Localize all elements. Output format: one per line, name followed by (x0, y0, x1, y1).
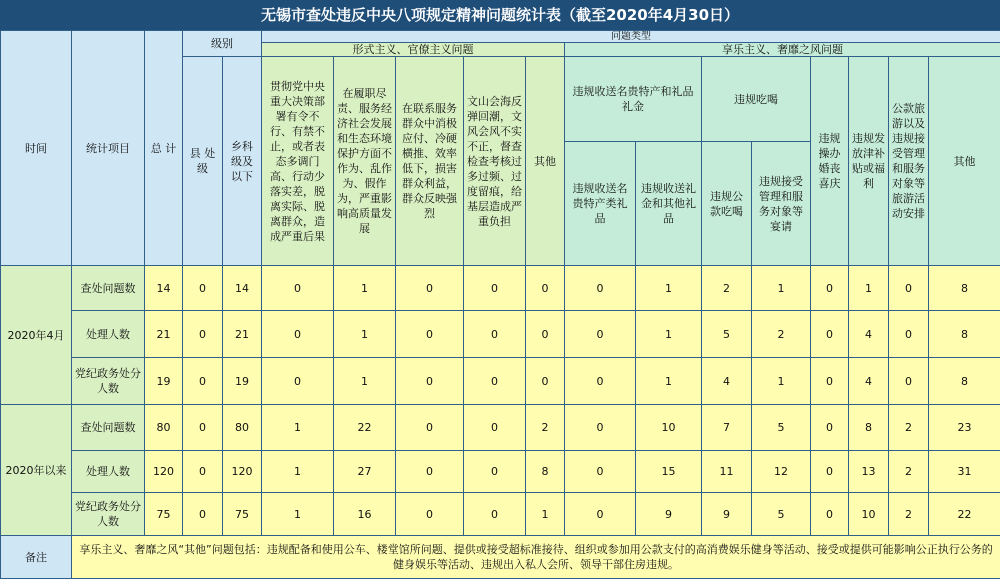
header-group-hedonism: 享乐主义、奢靡之风问题 (565, 43, 1000, 57)
cell-value: 1 (262, 451, 334, 493)
header-county: 县 处 级 (183, 57, 223, 266)
cell-value: 0 (811, 493, 849, 536)
header-dining-group: 违规吃喝 (702, 57, 811, 142)
cell-value: 1 (334, 266, 396, 311)
cell-value: 4 (702, 358, 752, 405)
header-time: 时间 (1, 31, 72, 266)
cell-value: 0 (464, 493, 526, 536)
cell-value: 0 (183, 266, 223, 311)
cell-value: 2 (702, 266, 752, 311)
header-allowance: 违规发放津补贴或福利 (849, 57, 889, 266)
cell-value: 0 (464, 266, 526, 311)
header-formalism-2: 在履职尽责、服务经济社会发展和生态环境保护方面不作为、乱作为、假作为，严重影响高质量发展 (334, 57, 396, 266)
cell-value: 5 (752, 405, 811, 451)
table-row (1, 405, 1000, 451)
header-level: 级别 (183, 31, 262, 57)
cell-value: 1 (636, 311, 702, 358)
cell-value: 2 (889, 493, 929, 536)
row-item: 党纪政务处分人数 (72, 358, 145, 405)
cell-value: 1 (636, 358, 702, 405)
row-item: 处理人数 (72, 311, 145, 358)
cell-value: 0 (565, 266, 636, 311)
cell-value: 0 (464, 405, 526, 451)
header-township: 乡科级及以下 (223, 57, 262, 266)
cell-value: 19 (145, 358, 183, 405)
cell-value: 0 (811, 358, 849, 405)
cell-value: 7 (702, 405, 752, 451)
cell-value: 0 (262, 311, 334, 358)
cell-value: 5 (702, 311, 752, 358)
cell-value: 120 (223, 451, 262, 493)
cell-value: 0 (889, 358, 929, 405)
header-travel: 公款旅游以及违规接受管理和服务对象等旅游活动安排 (889, 57, 929, 266)
cell-value: 0 (183, 405, 223, 451)
cell-value: 0 (565, 358, 636, 405)
cell-value: 2 (752, 311, 811, 358)
cell-value: 0 (464, 451, 526, 493)
cell-value: 0 (889, 311, 929, 358)
cell-value: 1 (262, 405, 334, 451)
cell-value: 0 (396, 493, 464, 536)
note-row (1, 536, 1000, 579)
header-item: 统计项目 (72, 31, 145, 266)
cell-value: 2 (526, 405, 565, 451)
header-total: 总 计 (145, 31, 183, 266)
cell-value: 2 (889, 405, 929, 451)
cell-value: 12 (752, 451, 811, 493)
cell-value: 0 (811, 405, 849, 451)
row-item: 处理人数 (72, 451, 145, 493)
header-formalism-other: 其他 (526, 57, 565, 266)
cell-value: 0 (526, 358, 565, 405)
header-gift-money: 违规收送礼金和其他礼品 (636, 142, 702, 266)
cell-value: 8 (929, 311, 1000, 358)
cell-value: 0 (183, 493, 223, 536)
row-item: 党纪政务处分人数 (72, 493, 145, 536)
cell-value: 80 (223, 405, 262, 451)
cell-value: 0 (396, 405, 464, 451)
cell-value: 1 (849, 266, 889, 311)
cell-value: 27 (334, 451, 396, 493)
cell-value: 31 (929, 451, 1000, 493)
header-problem-type: 问题类型 (262, 31, 1000, 43)
cell-value: 0 (565, 405, 636, 451)
cell-value: 75 (145, 493, 183, 536)
cell-value: 0 (262, 358, 334, 405)
header-dining-public: 违规公款吃喝 (702, 142, 752, 266)
header-weddings: 违规操办婚丧喜庆 (811, 57, 849, 266)
cell-value: 8 (849, 405, 889, 451)
cell-value: 75 (223, 493, 262, 536)
cell-value: 1 (636, 266, 702, 311)
cell-value: 0 (396, 451, 464, 493)
cell-value: 22 (334, 405, 396, 451)
cell-value: 8 (929, 358, 1000, 405)
cell-value: 1 (752, 358, 811, 405)
cell-value: 11 (702, 451, 752, 493)
cell-value: 1 (334, 358, 396, 405)
row-item: 查处问题数 (72, 405, 145, 451)
header-formalism-4: 文山会海反弹回潮，文风会风不实不正，督查检查考核过多过频、过度留痕，给基层造成严重负担 (464, 57, 526, 266)
period-label: 2020年4月 (1, 266, 72, 405)
cell-value: 0 (464, 358, 526, 405)
cell-value: 16 (334, 493, 396, 536)
row-item: 查处问题数 (72, 266, 145, 311)
table-row (1, 493, 1000, 536)
cell-value: 0 (565, 311, 636, 358)
note-label: 备注 (1, 536, 72, 579)
cell-value: 0 (565, 451, 636, 493)
cell-value: 5 (752, 493, 811, 536)
cell-value: 0 (183, 451, 223, 493)
note-text: 享乐主义、奢靡之风“其他”问题包括：违规配备和使用公车、楼堂馆所问题、提供或接受超标准接待、组织或参加用公款支付的高消费娱乐健身等活动、接受或提供可能影响公正执行公务的健身娱乐等活动、违规出入私人会所、领导干部住房违规。 (72, 536, 1000, 579)
cell-value: 1 (752, 266, 811, 311)
cell-value: 22 (929, 493, 1000, 536)
cell-value: 0 (565, 493, 636, 536)
header-formalism-3: 在联系服务群众中消极应付、冷硬横推、效率低下，损害群众利益，群众反映强烈 (396, 57, 464, 266)
statistics-table (0, 30, 1000, 579)
cell-value: 9 (636, 493, 702, 536)
cell-value: 0 (262, 266, 334, 311)
cell-value: 10 (636, 405, 702, 451)
cell-value: 0 (396, 358, 464, 405)
cell-value: 0 (811, 266, 849, 311)
header-dining-banquet: 违规接受管理和服务对象等宴请 (752, 142, 811, 266)
table-row (1, 311, 1000, 358)
cell-value: 0 (396, 311, 464, 358)
cell-value: 1 (526, 493, 565, 536)
cell-value: 0 (889, 266, 929, 311)
cell-value: 9 (702, 493, 752, 536)
cell-value: 4 (849, 358, 889, 405)
cell-value: 0 (183, 311, 223, 358)
cell-value: 0 (526, 266, 565, 311)
cell-value: 10 (849, 493, 889, 536)
cell-value: 4 (849, 311, 889, 358)
cell-value: 0 (811, 451, 849, 493)
cell-value: 0 (526, 311, 565, 358)
cell-value: 15 (636, 451, 702, 493)
header-formalism-1: 贯彻党中央重大决策部署有令不行、有禁不止，或者表态多调门高、行动少落实差，脱离实际、脱离群众，造成严重后果 (262, 57, 334, 266)
cell-value: 13 (849, 451, 889, 493)
header-hedonism-other: 其他 (929, 57, 1000, 266)
cell-value: 2 (889, 451, 929, 493)
header-gift-specialty: 违规收送名贵特产类礼品 (565, 142, 636, 266)
cell-value: 19 (223, 358, 262, 405)
cell-value: 21 (223, 311, 262, 358)
cell-value: 0 (396, 266, 464, 311)
cell-value: 1 (334, 311, 396, 358)
period-label: 2020年以来 (1, 405, 72, 536)
cell-value: 1 (262, 493, 334, 536)
header-gift-group: 违规收送名贵特产和礼品礼金 (565, 57, 702, 142)
cell-value: 14 (223, 266, 262, 311)
cell-value: 8 (526, 451, 565, 493)
cell-value: 0 (183, 358, 223, 405)
cell-value: 120 (145, 451, 183, 493)
cell-value: 80 (145, 405, 183, 451)
cell-value: 14 (145, 266, 183, 311)
cell-value: 8 (929, 266, 1000, 311)
table-row (1, 358, 1000, 405)
cell-value: 23 (929, 405, 1000, 451)
cell-value: 0 (811, 311, 849, 358)
sheet-title: 无锡市查处违反中央八项规定精神问题统计表（截至2020年4月30日） (0, 0, 1000, 30)
header-group-formalism: 形式主义、官僚主义问题 (262, 43, 565, 57)
cell-value: 21 (145, 311, 183, 358)
table-row (1, 451, 1000, 493)
cell-value: 0 (464, 311, 526, 358)
table-row (1, 266, 1000, 311)
